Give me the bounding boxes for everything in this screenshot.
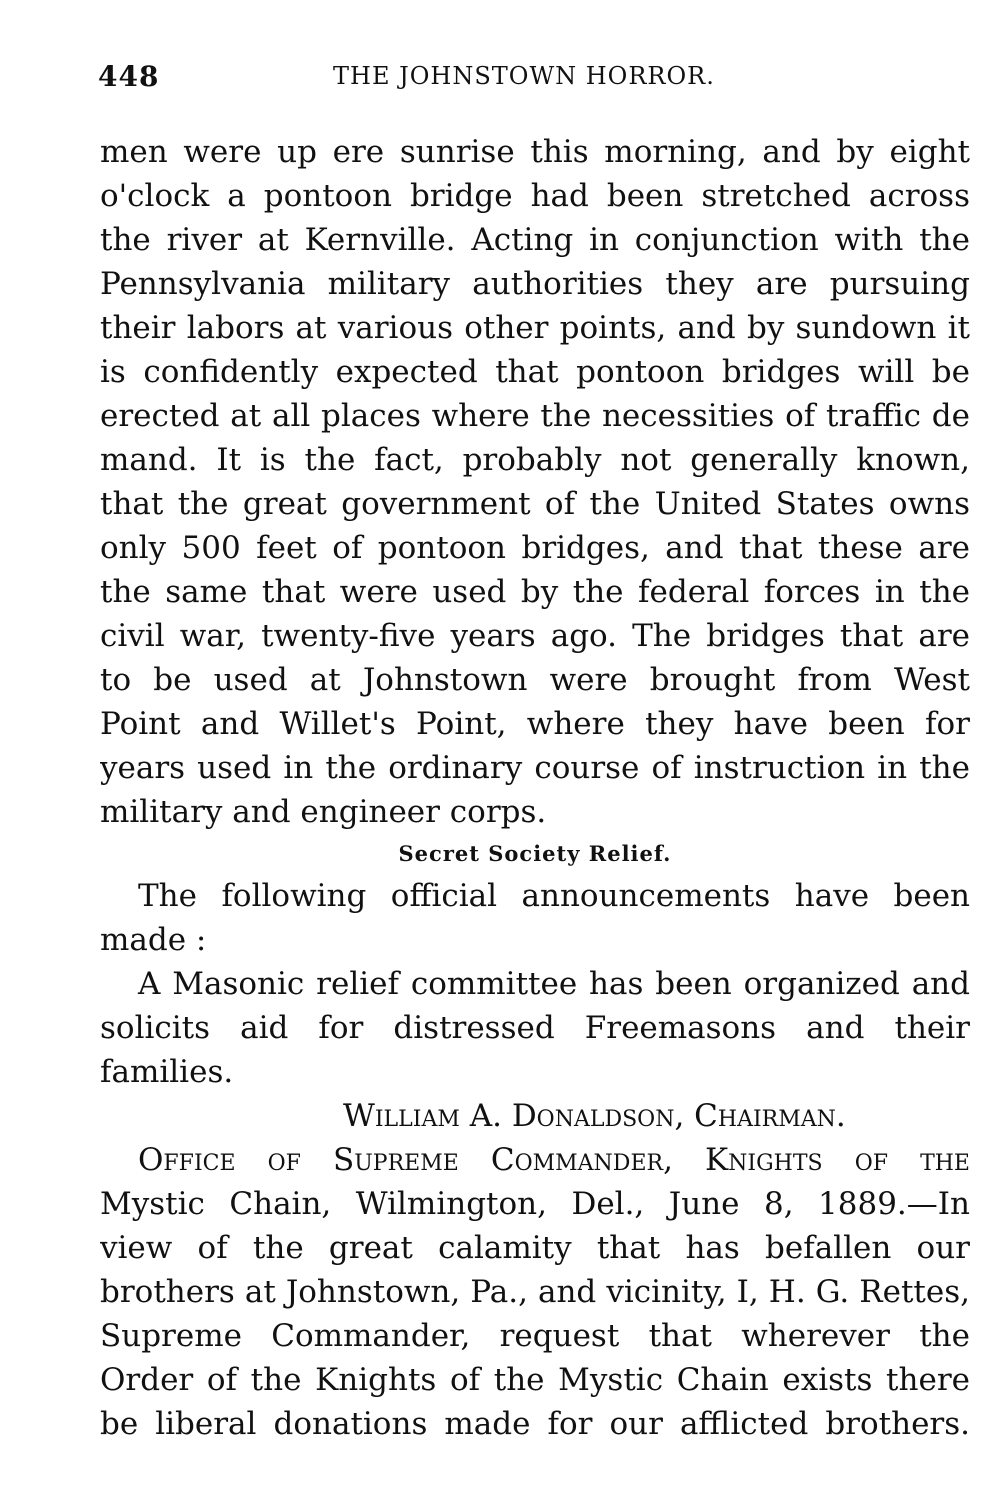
text-line: A Masonic relief committee has been organized and [138,966,970,1002]
text-line: o'clock a pontoon bridge had been stretched across [100,178,970,214]
text-line: made : [100,922,207,958]
text-line: Order of the Knights of the Mystic Chain exists there [100,1362,970,1398]
section-heading: Secret Society Relief. [398,841,672,866]
text-line: is confidently expected that pontoon bridges will be [100,354,970,390]
text-line: military and engineer corps. [100,794,547,830]
text-line: only 500 feet of pontoon bridges, and that these are [100,530,970,566]
text-line: erected at all places where the necessities of traffic de [100,398,970,434]
text-line: The following official announcements have been [138,878,970,914]
text-line: Supreme Commander, request that wherever the [100,1318,970,1354]
text-line: be liberal donations made for our afflicted brothers. [100,1406,970,1442]
text-line: solicits aid for distressed Freemasons and their [100,1010,970,1046]
text-line: brothers at Johnstown, Pa., and vicinity, I, H. G. Rettes, [100,1274,970,1310]
text-line: the same that were used by the federal forces in the [100,574,970,610]
text-line: Pennsylvania military authorities they are pursuing [100,266,970,302]
text-line: the river at Kernville. Acting in conjunction with the [100,222,970,258]
paragraph-pontoon-bridges [100,130,970,834]
text-line: families. [100,1054,234,1090]
text-line: their labors at various other points, and by sundown it [100,310,970,346]
text-line: to be used at Johnstown were brought from West [100,662,970,698]
text-line: mand. It is the fact, probably not generally known, [100,442,970,478]
paragraph-masonic-relief [100,962,970,1094]
text-line: civil war, twenty-five years ago. The bridges that are [100,618,970,654]
text-line: view of the great calamity that has befallen our [100,1230,970,1266]
running-title: THE JOHNSTOWN HORROR. [333,62,715,90]
page-body [100,130,970,1446]
text-line: Mystic Chain, Wilmington, Del., June 8, 1889.—In [100,1186,970,1222]
page-number: 448 [98,60,160,93]
paragraph-announcements [100,874,970,962]
paragraph-knights-mystic-chain [100,1138,970,1446]
text-line: years used in the ordinary course of instruction in the [100,750,970,786]
signature-line [100,1094,970,1138]
text-line: Office of Supreme Commander, Knights of the [138,1142,970,1178]
text-line: that the great government of the United States owns [100,486,970,522]
text-line: men were up ere sunrise this morning, and by eight [100,134,970,170]
signature: William A. Donaldson, Chairman. [343,1098,846,1134]
text-line: Point and Willet's Point, where they have been for [100,706,970,742]
page-header [98,60,958,100]
